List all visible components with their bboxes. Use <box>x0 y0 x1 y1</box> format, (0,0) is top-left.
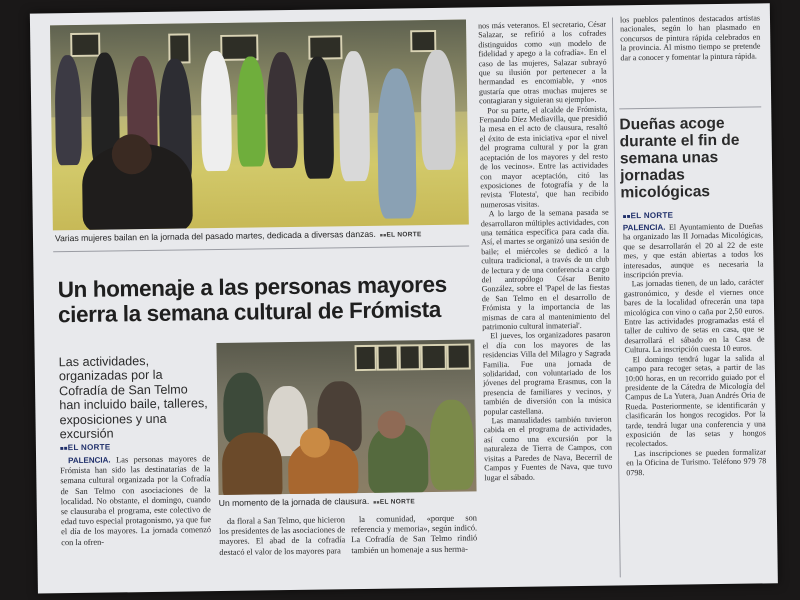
article-headline: Un homenaje a las personas mayores cierra la semana cultural de Frómista <box>57 271 447 328</box>
photo1-credit: ■■ EL NORTE <box>380 231 422 239</box>
photo2-caption: Un momento de la jornada de clausura.■■ EL NORTE <box>219 494 477 510</box>
article-city: PALENCIA. <box>68 455 111 466</box>
article-column-1: PALENCIA. Las personas mayores de Frómista han sido las destinatarias de la semana cultural organizada por la Cofradía de San Telmo con asociaciones de la localidad. No obstante, el domingo, cuando se clausuraba el programa, este colectivo de edad tuvo especial protagonismo, ya que fue el día de los mayores. La jornada comenzó con la ofren- <box>60 454 212 547</box>
article-byline: ■■ EL NORTE <box>60 443 111 453</box>
side-headline: Dueñas acoge durante el fin de semana unas jornadas micológicas <box>619 114 740 202</box>
side-byline: ■■ EL NORTE <box>623 211 674 221</box>
newspaper-page <box>30 3 778 593</box>
photo1-caption: Varias mujeres bailan en la jornada del pasado martes, dedicada a diversas danzas.■■ EL NORTE <box>55 227 475 245</box>
closing-ceremony-photo <box>216 339 476 495</box>
side-article-body: PALENCIA. El Ayuntamiento de Dueñas ha organizado las II Jornadas Micológicas, que se desarrollarán el 20 al 22 de este mes, y que están abiertas a todos los interesados, aunque es necesaria la inscripción previa. Las jornadas tienen, de un lado, carácter gastronómico, y desde el viernes once bares de la localidad ofrecerán una tapa micológica con vino o caña por 2,50 euros. Entre las actividades programadas está el taller de cultivo de setas en casa, que se desarrollará el sábado en la Casa de Cultura. La inscripción cuesta 10 euros. El domingo tendrá lugar la salida al campo para recoger setas, a partir de las 10:00 horas, en un recorrido guiado por el presidente de la Cátedra de Micología del Campus de La Yutera, Juan Andrés Oria de Rueda. Posteriormente, se identificarán y clasificarán los hongos recogidos. Por la tarde, tendrá lugar una conferencia y una exposición de las setas y hongos recolectados. Las inscripciones se pueden formalizar en la Oficina de Turismo. Teléfono 979 78 0798. <box>622 221 767 477</box>
photo2-credit: ■■ EL NORTE <box>373 498 415 506</box>
article-deck: Las actividades, organizadas por la Cofradía de San Telmo han incluido baile, talleres, exposiciones y una excursión <box>58 353 208 442</box>
article-column-3: la comunidad, «porque son referencia y memoria», según indicó. La Cofradía de San Telmo rindió también un homenaje a sus herma- <box>351 513 478 555</box>
article-column-4: nos más veteranos. El secretario, César Salazar, se refirió a los cofrades distinguidos como «un modelo de fidelidad y apego a la cofradía». En el caso de las mujeres, Salazar subrayó que su ilusión por pertenecer a la hermandad es encomiable, y «nos gustaría que otras muchas mujeres se contagiaran y siguieran su ejemplo». Por su parte, el alcalde de Frómista, Fernando Díez Mediavilla, que presidió la mesa en el acto de clausura, resaltó el éxito de esta iniciativa «por el nivel del programa cultural y por la gran aceptación de los mayores y del resto de los vecinos». Entre las actividades con mayor aceptación, citó las exposiciones de fotografía y de la revista 'Flotesta', que han recibido numerosas visitas. A lo largo de la semana pasada se desarrollaron múltiples actividades, con una temática específica para cada día. Así, el martes se organizó una sesión de baile; el miércoles se dedicó a la cultura tradicional, a través de un club de lectura y de una conferencia a cargo del antropólogo César Benito González, sobre el 'Papel de las fiestas de San Telmo en el desarrollo de Frómista y la importancia de las mismas de cara al mantenimiento del patrimonio cultural inmaterial'. El jueves, los organizadores pasaron el día con los mayores de las residencias Villa del Milagro y Sagrada Familia. Fue una jornada de solidaridad, con voluntariado de los jóvenes del programa Erasmus, con la presencia de familiares y vecinos, y también de diversión con la música popular castellana. Las manualidades también tuvieron cabida en el programa de actividades, así como una excursión por la naturaleza de Tierra de Campos, con visitas a Paredes de Nava, Becerril de Campos y Fuentes de Nava, que tuvo lugar el sábado. <box>478 19 613 482</box>
side-city: PALENCIA. <box>622 222 666 233</box>
article-column-2: da floral a San Telmo, que hicieron los presidentes de las asociaciones de mayores. El abad de la cofradía destacó el valor de los mayores para <box>219 515 346 557</box>
side-top-text: los pueblos palentinos destacados artistas nacionales, según lo han plasmado en concursos de pintura rápida celebrados en la provincia. Al mismo tiempo se pretende dar a conocer y fomentar la pintura rápida. <box>619 13 761 62</box>
dancing-women-photo <box>50 20 469 231</box>
